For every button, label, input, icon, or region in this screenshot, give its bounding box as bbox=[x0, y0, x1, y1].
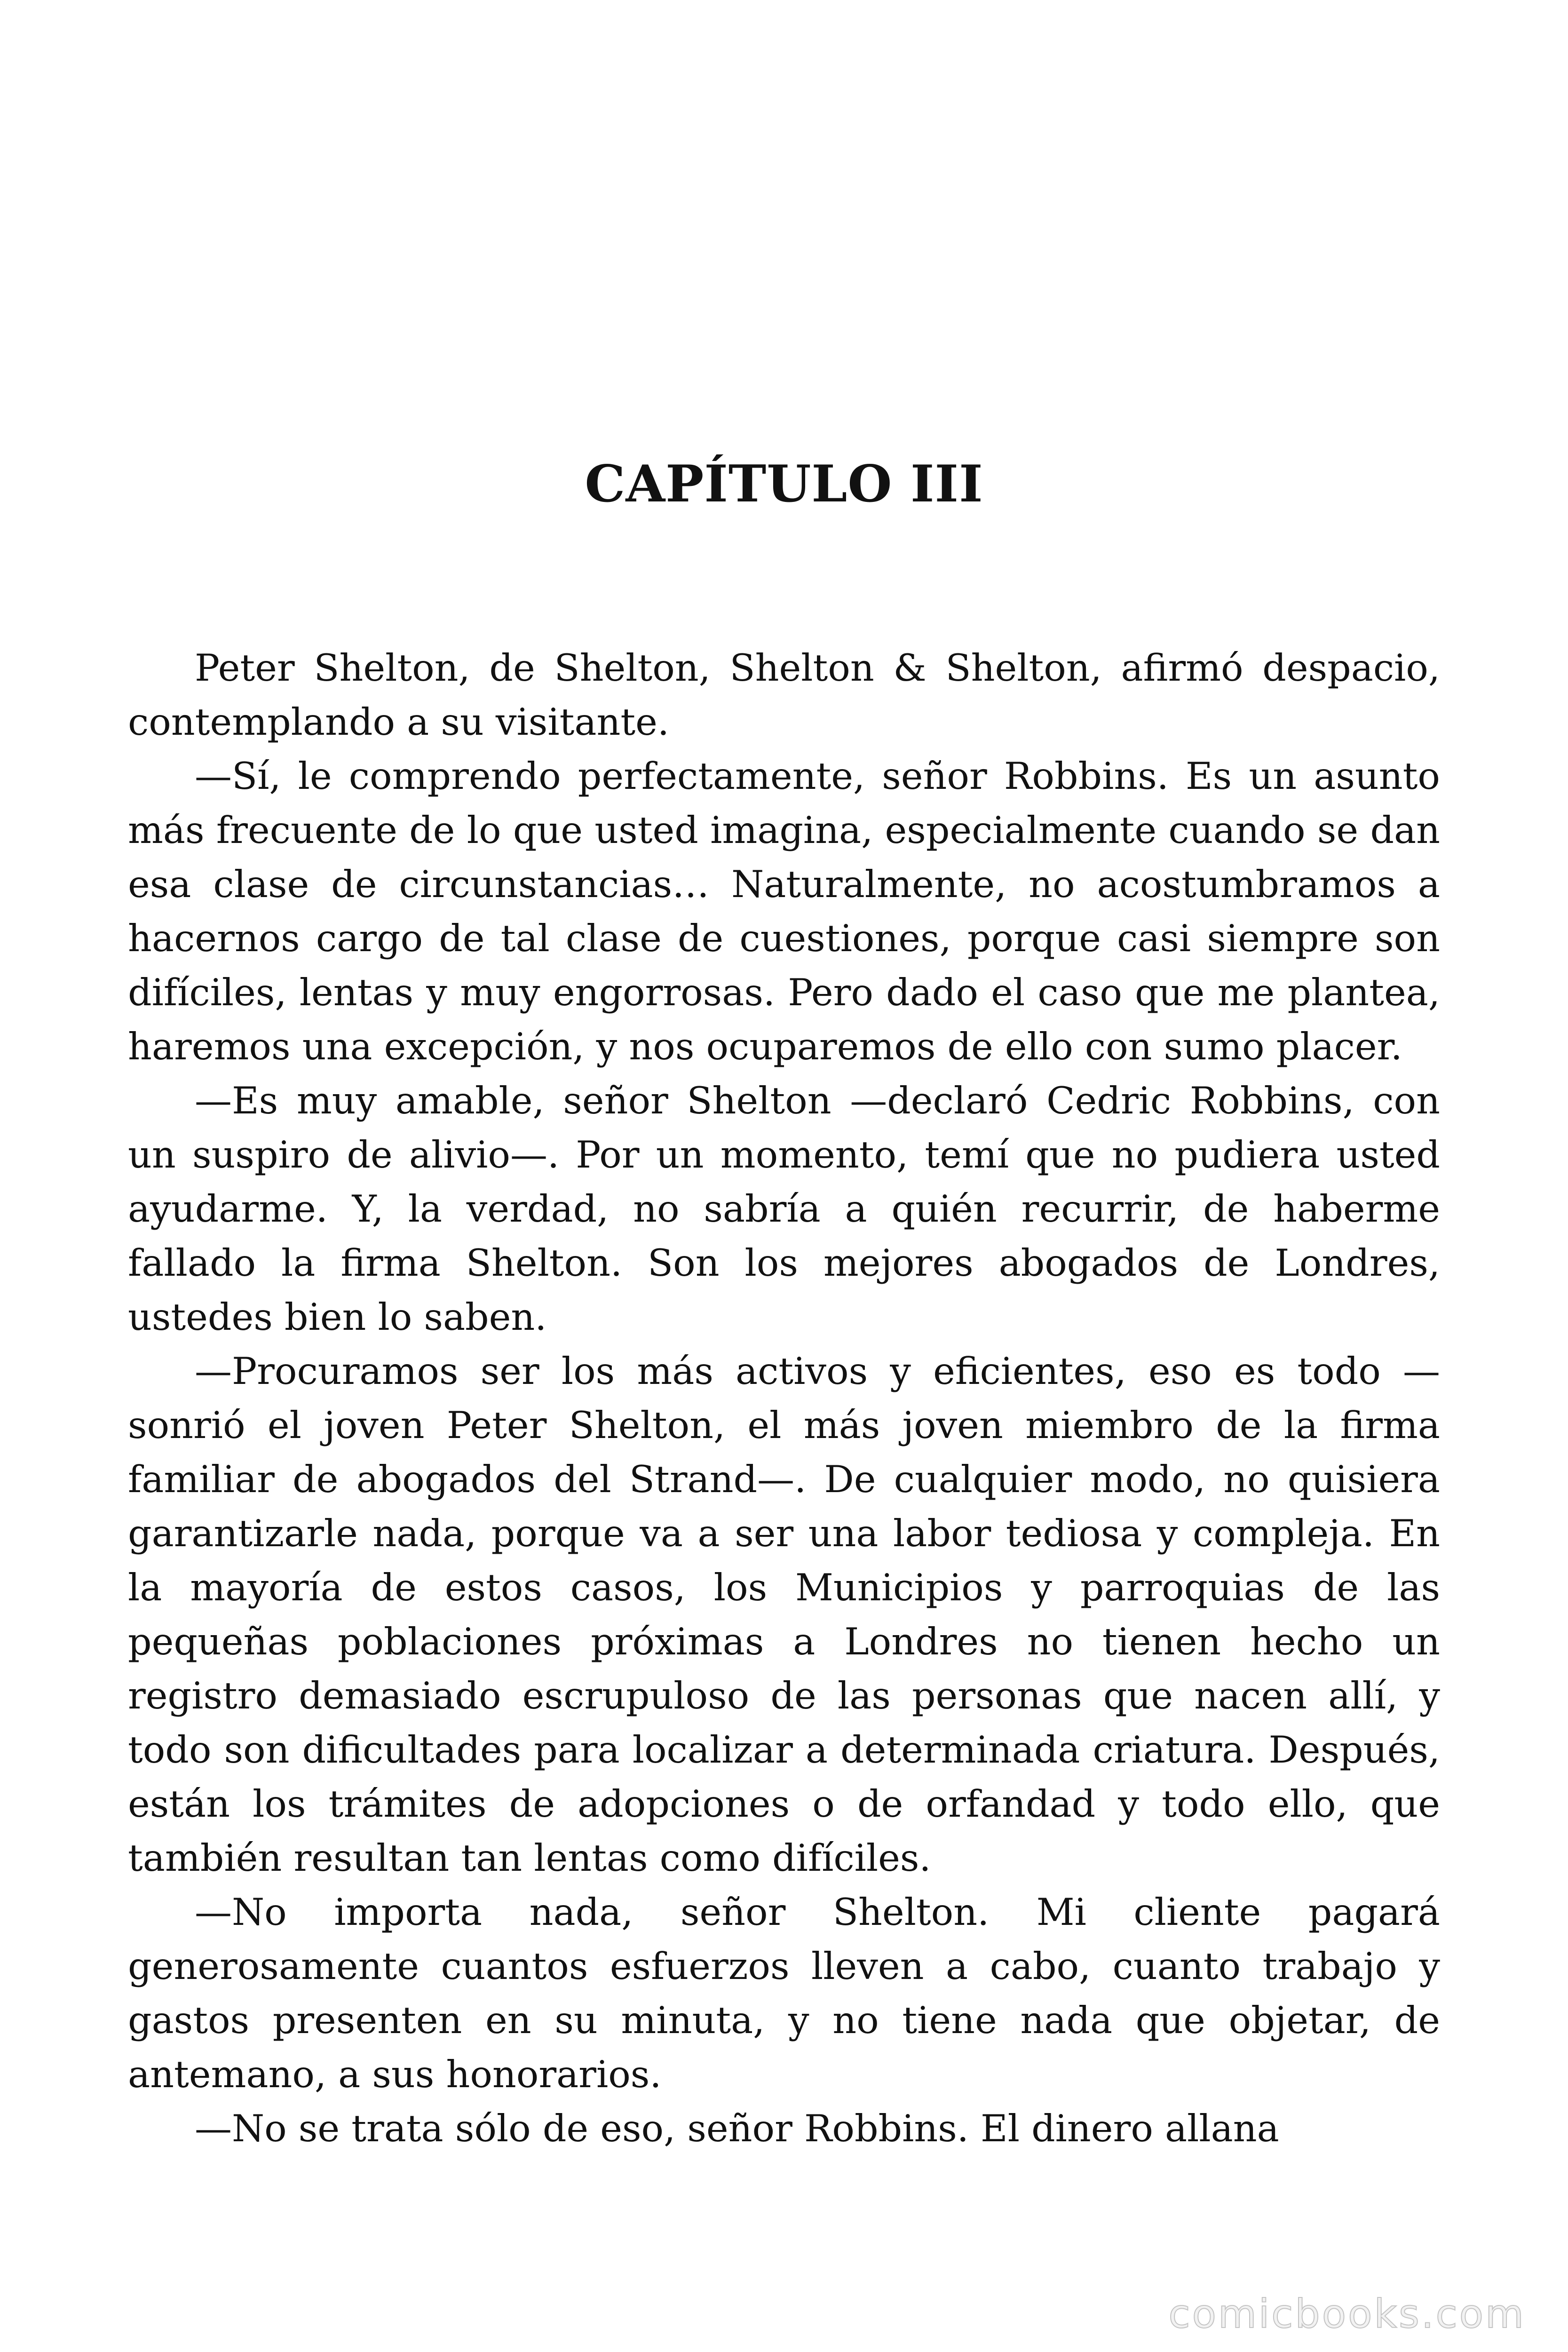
paragraph-4: —Procuramos ser los más activos y eficientes, eso es todo —sonrió el joven Peter Shelton, el más joven miembro de la firma familiar de abogados del Strand—. De cualquier modo, no quisiera garantizarle nada, porque va a ser una labor tediosa y compleja. En la mayoría de estos casos, los Municipios y parroquias de las pequeñas poblaciones próximas a Londres no tienen hecho un registro demasiado escrupuloso de las personas que nacen allí, y todo son dificultades para localizar a determinada criatura. Después, están los trámites de adopciones o de orfandad y todo ello, que también resultan tan lentas como difíciles. bbox=[128, 1350, 1440, 1880]
chapter-title: CAPÍTULO III bbox=[585, 454, 983, 514]
paragraph-6: —No se trata sólo de eso, señor Robbins. El dinero allana bbox=[195, 2107, 1279, 2150]
paragraph-1: Peter Shelton, de Shelton, Shelton & Shelton, afirmó despacio, contemplando a su visitante. bbox=[128, 646, 1440, 744]
watermark: comicbooks.com bbox=[1168, 2291, 1526, 2337]
body-text bbox=[128, 641, 1440, 2156]
paragraph-5: —No importa nada, señor Shelton. Mi cliente pagará generosamente cuantos esfuerzos lleven a cabo, cuanto trabajo y gastos presenten en su minuta, y no tiene nada que objetar, de antemano, a sus honorarios. bbox=[128, 1891, 1440, 2096]
paragraph-2: —Sí, le comprendo perfectamente, señor Robbins. Es un asunto más frecuente de lo que usted imagina, especialmente cuando se dan esa clase de circunstancias… Naturalmente, no acostumbramos a hacernos cargo de tal clase de cuestiones, porque casi siempre son difíciles, lentas y muy engorrosas. Pero dado el caso que me plantea, haremos una excepción, y nos ocuparemos de ello con sumo placer. bbox=[128, 755, 1440, 1068]
paragraph-3: —Es muy amable, señor Shelton —declaró Cedric Robbins, con un suspiro de alivio—. Por un momento, temí que no pudiera usted ayudarme. Y, la verdad, no sabría a quién recurrir, de haberme fallado la firma Shelton. Son los mejores abogados de Londres, ustedes bien lo saben. bbox=[128, 1079, 1440, 1339]
